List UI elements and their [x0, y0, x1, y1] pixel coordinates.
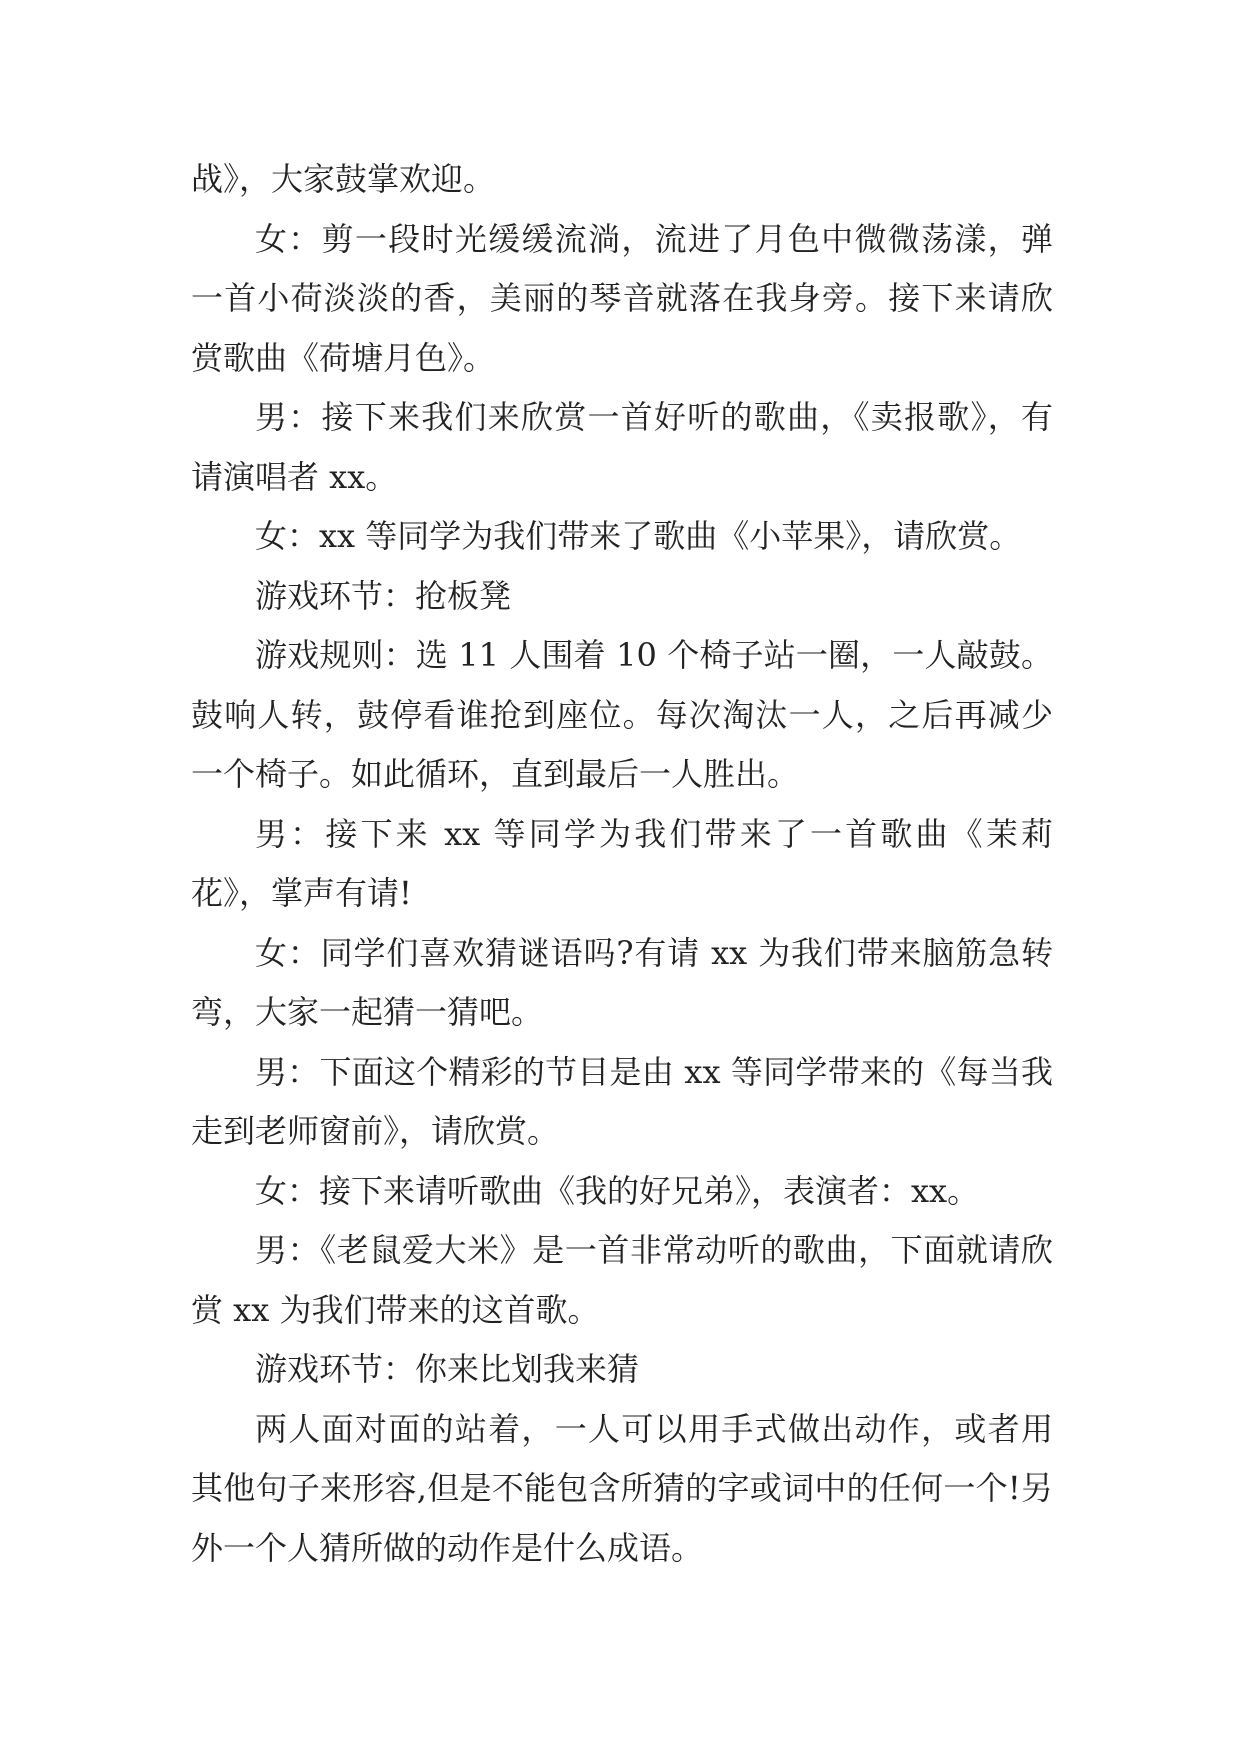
paragraph: 男：下面这个精彩的节目是由 xx 等同学带来的《每当我走到老师窗前》，请欣赏。 — [191, 1052, 1053, 1150]
paragraph: 女：接下来请听歌曲《我的好兄弟》，表演者：xx。 — [255, 1171, 980, 1210]
paragraph: 游戏环节：你来比划我来猜 — [255, 1350, 640, 1388]
paragraph: 男：《老鼠爱大米》是一首非常动听的歌曲，下面就请欣赏 xx 为我们带来的这首歌。 — [191, 1231, 1053, 1329]
paragraph: 男：接下来我们来欣赏一首好听的歌曲，《卖报歌》，有请演唱者 xx。 — [191, 398, 1053, 496]
paragraph: 游戏环节：抢板凳 — [255, 576, 512, 615]
paragraph: 女：剪一段时光缓缓流淌，流进了月色中微微荡漾，弹一首小荷淡淡的香，美丽的琴音就落在我身旁。接下来请欣赏歌曲《荷塘月色》。 — [191, 219, 1053, 377]
paragraph: 战》，大家鼓掌欢迎。 — [191, 160, 496, 198]
paragraph: 女：xx 等同学为我们带来了歌曲《小苹果》，请欣赏。 — [255, 517, 1022, 555]
paragraph: 游戏规则：选 11 人围着 10 个椅子站一圈，一人敲鼓。鼓响人转，鼓停看谁抢到座位。每次淘汰一人，之后再减少一个椅子。如此循环，直到最后一人胜出。 — [191, 636, 1053, 793]
paragraph: 女：同学们喜欢猜谜语吗?有请 xx 为我们带来脑筋急转弯，大家一起猜一猜吧。 — [191, 933, 1053, 1031]
paragraph: 两人面对面的站着，一人可以用手式做出动作，或者用其他句子来形容,但是不能包含所猜的字或词中的任何一个!另外一个人猜所做的动作是什么成语。 — [191, 1409, 1053, 1567]
document-body — [191, 150, 1053, 1578]
paragraph: 男：接下来 xx 等同学为我们带来了一首歌曲《茉莉花》，掌声有请! — [191, 814, 1053, 912]
